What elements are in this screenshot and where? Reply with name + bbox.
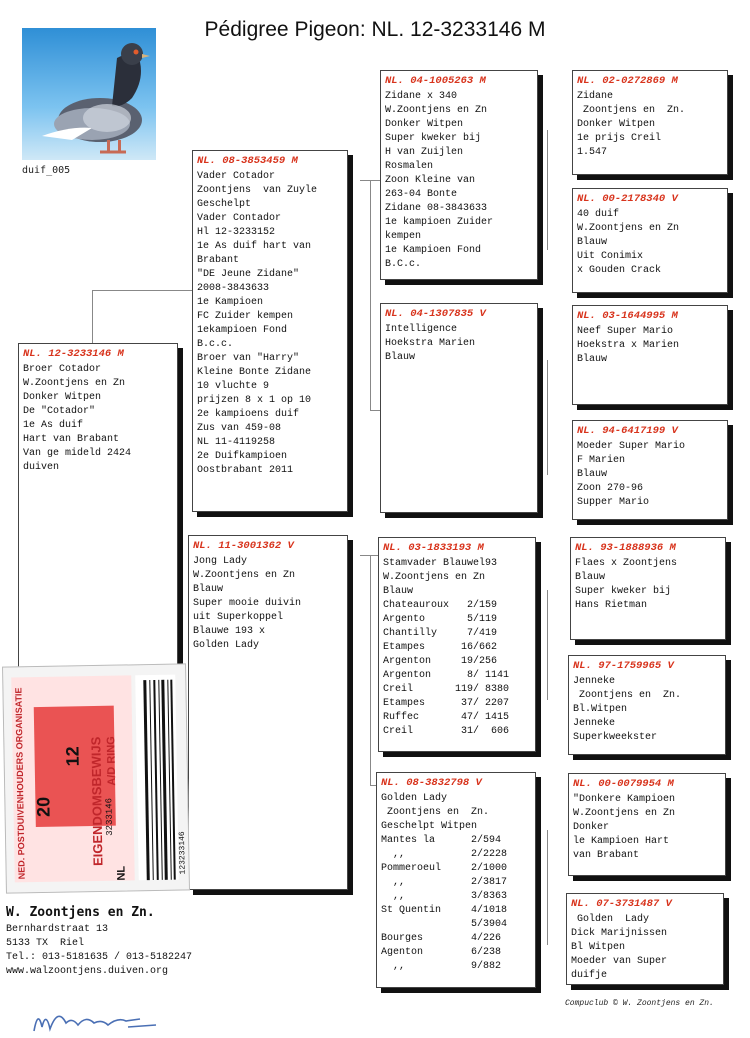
phone-line: Tel.: 013-5181635 / 013-5182247	[6, 952, 193, 963]
ring-number: NL. 04-1307835 V	[385, 308, 486, 320]
ring-number: NL. 03-1833193 M	[383, 542, 484, 554]
text-line: Golden Lady	[381, 793, 448, 804]
text-line: 2e kampioens duif	[197, 409, 300, 420]
text-line: Hoekstra Marien	[385, 338, 476, 349]
text-line: van Brabant	[573, 850, 640, 861]
text-line: Broer Cotador	[23, 364, 102, 375]
text-line: Zidane x 340	[385, 91, 458, 102]
text-line: Argenton 8/ 1141	[383, 670, 510, 681]
text-line: Zoontjens van Zuyle	[197, 185, 318, 196]
connector	[370, 410, 380, 411]
card-year-left: 20	[33, 796, 54, 818]
text-line: Moeder Super Mario	[577, 441, 686, 452]
pedigree-box-grandmother-paternal	[380, 303, 538, 513]
text-line: Bourges 4/226	[381, 933, 502, 944]
text-line: Creil 31/ 606	[383, 726, 510, 737]
text-line: 1e As duif	[23, 420, 84, 431]
text-line: Van ge mideld 2424	[23, 448, 132, 459]
text-line: W.Zoontjens en Zn	[573, 808, 676, 819]
text-line: Zoontjens en Zn.	[381, 807, 490, 818]
ring-number: NL. 97-1759965 V	[573, 660, 674, 672]
text-line: St Quentin 4/1018	[381, 905, 508, 916]
ring-number: NL. 07-3731487 V	[571, 898, 672, 910]
ring-number: NL. 93-1888936 M	[575, 542, 676, 554]
text-line: Intelligence	[385, 324, 458, 335]
text-line: Zoon Kleine van	[385, 175, 476, 186]
text-line: De "Cotador"	[23, 406, 96, 417]
text-line: Blauwe 193 x	[193, 626, 266, 637]
text-line: Neef Super Mario	[577, 326, 674, 337]
text-line: Brabant	[197, 255, 240, 266]
text-line: W.Zoontjens en Zn	[385, 105, 488, 116]
text-line: 1.547	[577, 147, 608, 158]
pedigree-box-grandfather-maternal	[378, 537, 536, 752]
text-line: Zoontjens en Zn.	[577, 105, 686, 116]
text-line: Zoon 270-96	[577, 483, 644, 494]
text-line: 10 vluchte 9	[197, 381, 270, 392]
text-line: Chantilly 7/419	[383, 628, 498, 639]
text-line: Golden Lady	[193, 640, 260, 651]
pedigree-box-ggf-3	[570, 537, 726, 640]
card-org-text: NED. POSTDUIVENHOUDERS ORGANISATIE	[13, 687, 27, 880]
text-line: Mantes la 2/594	[381, 835, 502, 846]
text-line: Golden Lady	[571, 914, 650, 925]
pedigree-box-grandmother-maternal	[376, 772, 536, 988]
text-line: "Donkere Kampioen	[573, 794, 676, 805]
text-line: duiven	[23, 462, 60, 473]
text-line: uit Superkoppel	[193, 612, 284, 623]
text-line: Zoontjens en Zn.	[573, 690, 682, 701]
text-line: Ruffec 47/ 1415	[383, 712, 510, 723]
text-line: Bl.Witpen	[573, 704, 628, 715]
text-line: Blauw	[575, 572, 606, 583]
ring-number: NL. 04-1005263 M	[385, 75, 486, 87]
text-line: 1ekampioen Fond	[197, 325, 288, 336]
text-line: 1e kampioen Zuider	[385, 217, 494, 228]
text-line: Etampes 16/662	[383, 642, 498, 653]
text-line: Geschelpt Witpen	[381, 821, 478, 832]
text-line: 1e Kampioen	[197, 297, 264, 308]
pedigree-box-ggm-4	[566, 893, 724, 985]
text-line: Pommeroeul 2/1000	[381, 863, 508, 874]
ring-number: NL. 08-3853459 M	[197, 155, 298, 167]
text-line: Vader Contador	[197, 213, 282, 224]
text-line: Kleine Bonte Zidane	[197, 367, 312, 378]
ring-number: NL. 94-6417199 V	[577, 425, 678, 437]
card-ring-number: 3233146	[104, 797, 116, 836]
text-line: Blauw	[577, 354, 608, 365]
text-line: Blauw	[577, 237, 608, 248]
text-line: ,, 2/3817	[381, 877, 508, 888]
text-line: B.c.c.	[197, 339, 234, 350]
text-line: Oostbrabant 2011	[197, 465, 294, 476]
text-line: 263-04 Bonte	[385, 189, 458, 200]
ownership-card-graphic	[3, 664, 189, 892]
pedigree-box-mother	[188, 535, 348, 890]
text-line: 1e Kampioen Fond	[385, 245, 482, 256]
text-line: Bl Witpen	[571, 942, 626, 953]
card-year-right: 12	[62, 746, 83, 767]
text-line: Hans Rietman	[575, 600, 648, 611]
text-line: Donker Witpen	[23, 392, 102, 403]
pedigree-box-ggm-3	[568, 655, 726, 755]
text-line: Dick Marijnissen	[571, 928, 668, 939]
text-line: W.Zoontjens en Zn	[23, 378, 126, 389]
ring-number: NL. 00-0079954 M	[573, 778, 674, 790]
credit-line: Compuclub © W. Zoontjens en Zn.	[565, 999, 714, 1008]
card-country: NL	[115, 865, 128, 881]
text-line: x Gouden Crack	[577, 265, 662, 276]
text-line: W.Zoontjens en Zn	[383, 572, 486, 583]
card-ring-label: A/D RING	[105, 736, 119, 786]
text-line: Blauw	[383, 586, 414, 597]
connector	[370, 180, 371, 410]
connector	[92, 290, 192, 291]
connector	[92, 290, 93, 343]
text-line: Hoekstra x Marien	[577, 340, 680, 351]
ring-number: NL. 12-3233146 M	[23, 348, 124, 360]
text-line: Zidane 08-3843633	[385, 203, 488, 214]
text-line: Jong Lady	[193, 556, 248, 567]
text-line: Super kweker bij	[575, 586, 672, 597]
text-line: Argenton 19/256	[383, 656, 498, 667]
text-line: Hart van Brabant	[23, 434, 120, 445]
pedigree-box-ggm-2	[572, 420, 728, 520]
text-line: F Marien	[577, 455, 626, 466]
text-line: Jenneke	[573, 676, 616, 687]
card-doc-text: EIGENDOMSBEWIJS	[88, 736, 106, 867]
text-line: le Kampioen Hart	[573, 836, 670, 847]
ownership-card	[2, 663, 190, 893]
text-line: ,, 2/2228	[381, 849, 508, 860]
text-line: Chateauroux 2/159	[383, 600, 498, 611]
pigeon-photo	[22, 28, 156, 160]
text-line: Rosmalen	[385, 161, 434, 172]
connector	[547, 360, 548, 475]
text-line: B.C.c.	[385, 259, 422, 270]
text-line: 2e Duifkampioen	[197, 451, 288, 462]
ring-number: NL. 00-2178340 V	[577, 193, 678, 205]
text-line: Geschelpt	[197, 199, 252, 210]
text-line: Agenton 6/238	[381, 947, 502, 958]
text-line: kempen	[385, 231, 422, 242]
card-barcode-number: 123233146	[177, 831, 188, 875]
text-line: 5/3904	[381, 919, 508, 930]
text-line: 2008-3843633	[197, 283, 270, 294]
connector	[370, 555, 371, 785]
pedigree-box-subject	[18, 343, 178, 673]
pigeon-illustration	[22, 28, 156, 160]
text-line: Donker Witpen	[577, 119, 656, 130]
pedigree-box-ggf-2	[572, 305, 728, 405]
text-line: 40 duif	[577, 209, 620, 220]
connector	[547, 590, 548, 700]
signature	[28, 1005, 168, 1035]
pedigree-box-grandfather-paternal	[380, 70, 538, 280]
text-line: Blauw	[193, 584, 224, 595]
ring-number: NL. 08-3832798 V	[381, 777, 482, 789]
text-line: H van Zuijlen	[385, 147, 464, 158]
address-line: Bernhardstraat 13	[6, 924, 109, 935]
ring-number: NL. 11-3001362 V	[193, 540, 294, 552]
text-line: Vader Cotador	[197, 171, 276, 182]
text-line: Donker Witpen	[385, 119, 464, 130]
text-line: ,, 9/882	[381, 961, 502, 972]
pedigree-box-ggf-1	[572, 70, 728, 175]
text-line: Jenneke	[573, 718, 616, 729]
text-line: Superkweekster	[573, 732, 658, 743]
text-line: Etampes 37/ 2207	[383, 698, 510, 709]
text-line: Argento 5/119	[383, 614, 498, 625]
ring-number: NL. 02-0272869 M	[577, 75, 678, 87]
text-line: W.Zoontjens en Zn	[577, 223, 680, 234]
text-line: NL 11-4119258	[197, 437, 276, 448]
text-line: Moeder van Super	[571, 956, 668, 967]
text-line: Creil 119/ 8380	[383, 684, 510, 695]
connector	[547, 830, 548, 945]
text-line: Hl 12-3233152	[197, 227, 276, 238]
pedigree-box-ggm-1	[572, 188, 728, 293]
text-line: FC Zuider kempen	[197, 311, 294, 322]
text-line: Broer van "Harry"	[197, 353, 300, 364]
text-line: ,, 3/8363	[381, 891, 508, 902]
text-line: Blauw	[385, 352, 416, 363]
ring-number: NL. 03-1644995 M	[577, 310, 678, 322]
text-line: Donker	[573, 822, 610, 833]
text-line: Flaes x Zoontjens	[575, 558, 678, 569]
text-line: Zus van 459-08	[197, 423, 282, 434]
page-title: Pédigree Pigeon: NL. 12-3233146 M	[204, 18, 546, 41]
text-line: duifje	[571, 970, 608, 981]
text-line: Zidane	[577, 91, 614, 102]
connector	[547, 130, 548, 250]
text-line: W.Zoontjens en Zn	[193, 570, 296, 581]
text-line: Supper Mario	[577, 497, 650, 508]
text-line: Stamvader Blauwel93	[383, 558, 498, 569]
text-line: Super kweker bij	[385, 133, 482, 144]
photo-caption: duif_005	[22, 165, 71, 176]
text-line: Super mooie duivin	[193, 598, 302, 609]
text-line: 1e As duif hart van	[197, 241, 312, 252]
text-line: 1e prijs Creil	[577, 133, 662, 144]
text-line: "DE Jeune Zidane"	[197, 269, 300, 280]
text-line: Uit Conimix	[577, 251, 644, 262]
pedigree-box-father	[192, 150, 348, 512]
pedigree-box-ggf-4	[568, 773, 726, 876]
website-line[interactable]: www.walzoontjens.duiven.org	[6, 966, 169, 977]
address-line: 5133 TX Riel	[6, 938, 85, 949]
text-line: Blauw	[577, 469, 608, 480]
breeder-name: W. Zoontjens en Zn.	[6, 905, 155, 920]
text-line: prijzen 8 x 1 op 10	[197, 395, 312, 406]
